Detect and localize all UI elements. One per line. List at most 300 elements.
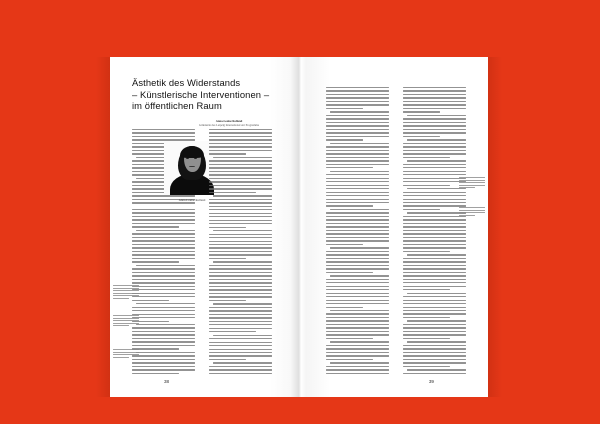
text-line xyxy=(132,369,195,370)
text-line xyxy=(407,293,466,294)
text-line xyxy=(403,296,466,297)
text-line xyxy=(403,195,466,196)
text-line xyxy=(209,237,272,238)
text-line xyxy=(326,233,389,234)
text-line xyxy=(326,90,389,91)
text-line xyxy=(326,160,389,161)
text-line xyxy=(403,251,450,252)
text-line xyxy=(213,230,272,231)
text-line xyxy=(209,328,272,329)
text-line xyxy=(326,296,389,297)
text-line xyxy=(403,282,466,283)
text-line xyxy=(209,251,272,252)
text-line xyxy=(326,300,389,301)
text-line xyxy=(403,352,466,353)
text-line xyxy=(132,317,195,318)
text-line xyxy=(209,282,272,283)
note-line xyxy=(113,318,139,319)
text-line xyxy=(326,129,389,130)
text-line xyxy=(326,136,389,137)
byline-author: Anna-Louise Rolland xyxy=(215,118,243,123)
text-line xyxy=(209,366,272,367)
text-line xyxy=(326,244,363,245)
title-line-1: Ästhetik des Widerstands xyxy=(132,77,241,88)
text-line xyxy=(326,212,389,213)
text-line xyxy=(326,94,389,95)
text-line xyxy=(403,125,466,126)
text-line xyxy=(403,150,466,151)
text-line xyxy=(326,164,389,165)
text-line xyxy=(403,230,466,231)
text-line xyxy=(330,341,389,342)
text-line xyxy=(403,226,466,227)
text-line xyxy=(326,327,389,328)
text-line xyxy=(326,153,389,154)
text-line xyxy=(132,293,195,294)
text-line xyxy=(403,122,466,123)
note-line xyxy=(113,352,139,353)
text-line xyxy=(209,174,272,175)
text-line xyxy=(132,355,195,356)
book-shadow-left xyxy=(96,57,110,397)
text-line xyxy=(213,261,272,262)
text-line xyxy=(209,355,272,356)
text-line xyxy=(407,115,466,116)
text-line xyxy=(326,345,389,346)
text-line xyxy=(403,90,466,91)
text-line xyxy=(326,199,389,200)
text-line xyxy=(209,160,272,161)
text-line xyxy=(407,139,466,140)
text-line xyxy=(326,188,389,189)
text-line xyxy=(209,275,272,276)
note-line xyxy=(459,182,485,183)
text-line xyxy=(209,171,272,172)
text-line xyxy=(403,174,466,175)
text-line xyxy=(132,132,195,133)
text-line xyxy=(132,251,195,252)
note-line xyxy=(113,295,139,296)
text-line xyxy=(209,373,272,374)
text-line xyxy=(326,369,389,370)
byline-role: Gründerin des Leipzig International Art Programme xyxy=(198,122,260,127)
text-line xyxy=(330,310,389,311)
note-line xyxy=(113,349,139,350)
text-line xyxy=(403,244,466,245)
right-page-margin-note-2 xyxy=(459,207,485,217)
text-line xyxy=(403,94,466,95)
text-line xyxy=(209,241,272,242)
text-line xyxy=(209,136,272,137)
text-line xyxy=(132,310,195,311)
text-line xyxy=(209,185,272,186)
text-line xyxy=(403,118,466,119)
text-line xyxy=(326,293,389,294)
text-line xyxy=(136,324,195,325)
text-line xyxy=(326,205,373,206)
text-line xyxy=(330,143,389,144)
text-line xyxy=(403,275,466,276)
text-line xyxy=(132,136,195,137)
text-line xyxy=(209,331,256,332)
text-line xyxy=(330,275,389,276)
text-line xyxy=(403,108,466,109)
text-line xyxy=(132,275,195,276)
article-title-block xyxy=(132,77,284,127)
text-line xyxy=(403,272,466,273)
text-line xyxy=(403,111,440,112)
text-line xyxy=(209,146,272,147)
text-line xyxy=(326,226,389,227)
text-line xyxy=(326,331,389,332)
text-line xyxy=(407,320,466,321)
right-page-column-2 xyxy=(403,87,466,375)
text-line xyxy=(403,338,450,339)
text-line xyxy=(132,314,195,315)
text-line xyxy=(403,202,466,203)
portrait-caption: Anna-Louise Rolland xyxy=(178,198,206,202)
right-page-margin-note-1 xyxy=(459,177,485,190)
text-line xyxy=(209,369,272,370)
text-line xyxy=(326,195,389,196)
book-spread xyxy=(110,57,488,397)
text-line xyxy=(326,303,389,304)
note-line xyxy=(459,177,485,178)
text-line xyxy=(209,220,272,221)
text-line xyxy=(403,146,466,147)
left-page-margin-note-1 xyxy=(113,285,139,300)
text-line xyxy=(326,101,389,102)
text-line xyxy=(403,261,466,262)
text-line xyxy=(132,226,179,227)
text-line xyxy=(209,150,272,151)
text-line xyxy=(403,348,466,349)
text-line xyxy=(132,244,195,245)
text-line xyxy=(209,349,272,350)
text-line xyxy=(209,213,272,214)
text-line xyxy=(132,338,195,339)
text-line xyxy=(209,359,246,360)
text-line xyxy=(326,286,389,287)
text-line xyxy=(330,209,389,210)
text-line xyxy=(209,181,272,182)
text-line xyxy=(403,289,450,290)
text-line xyxy=(132,345,195,346)
text-line xyxy=(209,286,272,287)
note-line xyxy=(459,215,475,216)
text-line xyxy=(330,247,389,248)
text-line xyxy=(326,118,389,119)
text-line xyxy=(132,202,195,203)
text-line xyxy=(326,282,389,283)
text-line xyxy=(132,362,195,363)
text-line xyxy=(209,227,246,228)
text-line xyxy=(326,97,389,98)
text-line xyxy=(326,181,389,182)
text-line xyxy=(403,223,466,224)
text-line xyxy=(209,296,272,297)
note-line xyxy=(459,187,475,188)
note-line xyxy=(113,320,139,321)
text-line xyxy=(326,178,389,179)
text-line xyxy=(209,289,272,290)
text-line xyxy=(403,334,466,335)
text-line xyxy=(403,373,466,374)
text-line xyxy=(403,143,466,144)
text-line xyxy=(132,219,195,220)
note-line xyxy=(113,290,139,291)
text-line xyxy=(132,307,195,308)
text-line xyxy=(209,314,272,315)
text-line xyxy=(326,317,389,318)
text-line xyxy=(326,157,389,158)
text-line xyxy=(132,254,195,255)
right-page xyxy=(299,57,488,397)
text-line xyxy=(209,279,272,280)
text-line xyxy=(326,352,389,353)
text-line xyxy=(209,188,272,189)
text-line xyxy=(326,139,363,140)
text-line xyxy=(209,310,272,311)
text-line xyxy=(326,125,389,126)
text-line xyxy=(407,254,466,255)
text-line xyxy=(326,237,389,238)
text-line xyxy=(209,234,272,235)
text-line xyxy=(209,300,246,301)
text-line xyxy=(403,300,466,301)
text-line xyxy=(326,272,373,273)
left-page xyxy=(110,57,299,397)
text-line xyxy=(213,195,272,196)
text-line xyxy=(403,219,466,220)
note-line xyxy=(113,354,139,355)
note-line xyxy=(113,288,139,289)
text-line xyxy=(403,331,466,332)
text-line xyxy=(326,313,389,314)
text-line xyxy=(326,355,389,356)
text-line xyxy=(326,115,389,116)
text-line xyxy=(326,373,389,374)
text-line xyxy=(209,244,272,245)
text-line xyxy=(132,237,195,238)
text-line xyxy=(209,338,272,339)
text-line xyxy=(330,362,389,363)
text-line xyxy=(330,111,389,112)
text-line xyxy=(326,289,389,290)
text-line xyxy=(403,355,466,356)
note-line xyxy=(113,315,139,316)
text-line xyxy=(136,352,195,353)
text-line xyxy=(326,254,389,255)
text-line xyxy=(326,104,389,105)
text-line xyxy=(209,139,272,140)
title-line-3: im öffentlichen Raum xyxy=(132,100,222,112)
text-line xyxy=(132,373,179,374)
text-line xyxy=(403,97,466,98)
text-line xyxy=(403,345,466,346)
text-line xyxy=(132,209,195,210)
right-page-column-1 xyxy=(326,87,389,375)
text-line xyxy=(209,352,272,353)
note-line xyxy=(459,185,485,186)
text-line xyxy=(132,286,195,287)
text-line xyxy=(209,293,272,294)
text-line xyxy=(326,230,389,231)
text-line xyxy=(326,240,389,241)
text-line xyxy=(209,247,272,248)
text-line xyxy=(326,261,389,262)
text-line xyxy=(326,251,389,252)
text-line xyxy=(209,324,272,325)
text-line xyxy=(403,185,450,186)
text-line xyxy=(209,345,272,346)
text-line xyxy=(326,202,389,203)
text-line xyxy=(209,206,272,207)
text-line xyxy=(213,157,272,158)
text-line xyxy=(209,167,272,168)
text-line xyxy=(326,185,389,186)
text-line xyxy=(403,192,466,193)
text-line xyxy=(132,223,195,224)
text-line xyxy=(403,327,466,328)
note-line xyxy=(113,325,129,326)
text-line xyxy=(326,279,389,280)
text-line xyxy=(132,366,195,367)
folio-right: 39 xyxy=(428,379,434,384)
text-line xyxy=(132,359,195,360)
text-line xyxy=(209,132,272,133)
text-line xyxy=(403,286,466,287)
text-line xyxy=(132,289,195,290)
text-line xyxy=(209,272,272,273)
text-line xyxy=(326,307,363,308)
text-line xyxy=(209,209,272,210)
text-line xyxy=(209,192,256,193)
text-line xyxy=(132,327,195,328)
text-line xyxy=(132,279,195,280)
text-line xyxy=(403,157,450,158)
text-line xyxy=(403,104,466,105)
text-line xyxy=(209,178,272,179)
text-line xyxy=(132,129,195,130)
text-line xyxy=(213,335,272,336)
text-line xyxy=(132,233,195,234)
text-line xyxy=(403,164,466,165)
text-line xyxy=(132,341,195,342)
text-line xyxy=(132,261,179,262)
text-line xyxy=(209,129,272,130)
text-line xyxy=(403,178,466,179)
text-line xyxy=(209,321,272,322)
article-byline xyxy=(132,119,284,127)
text-line xyxy=(403,132,466,133)
text-line xyxy=(326,108,363,109)
text-line xyxy=(403,258,466,259)
text-line xyxy=(209,342,272,343)
text-line xyxy=(326,265,389,266)
text-line xyxy=(326,338,373,339)
text-line xyxy=(403,303,466,304)
text-line xyxy=(209,265,272,266)
text-line xyxy=(326,174,389,175)
text-line xyxy=(209,317,272,318)
text-line xyxy=(403,310,466,311)
text-line xyxy=(209,199,272,200)
text-line xyxy=(403,209,440,210)
text-line xyxy=(209,164,272,165)
folio-left: 38 xyxy=(164,379,170,384)
text-line xyxy=(209,268,272,269)
text-line xyxy=(326,132,389,133)
text-line xyxy=(407,188,466,189)
text-line xyxy=(209,153,246,154)
note-line xyxy=(459,207,485,208)
text-line xyxy=(326,268,389,269)
text-line xyxy=(403,171,466,172)
text-line xyxy=(209,223,272,224)
text-line xyxy=(403,324,466,325)
text-line xyxy=(209,143,272,144)
text-line xyxy=(330,171,389,172)
title-line-2: – Künstlerische Interventionen – xyxy=(132,88,270,100)
text-line xyxy=(403,87,466,88)
text-line xyxy=(136,265,195,266)
text-line xyxy=(403,233,466,234)
text-line xyxy=(403,240,466,241)
text-line xyxy=(403,268,466,269)
note-line xyxy=(459,180,485,181)
book-shadow-right xyxy=(488,57,502,397)
text-line xyxy=(326,359,373,360)
text-line xyxy=(326,348,389,349)
text-line xyxy=(403,366,450,367)
text-line xyxy=(326,334,389,335)
text-line xyxy=(403,237,466,238)
text-line xyxy=(403,167,466,168)
text-line xyxy=(326,258,389,259)
text-line xyxy=(213,362,272,363)
left-page-margin-note-2 xyxy=(113,315,139,328)
text-line xyxy=(132,240,195,241)
note-line xyxy=(113,293,139,294)
text-line xyxy=(403,359,466,360)
text-line xyxy=(326,324,389,325)
note-line xyxy=(113,298,129,299)
text-line xyxy=(407,212,466,213)
note-line xyxy=(113,357,129,358)
text-line xyxy=(403,317,450,318)
text-line xyxy=(403,216,466,217)
left-page-column-1-cont xyxy=(132,209,195,375)
note-line xyxy=(459,210,485,211)
text-line xyxy=(326,192,389,193)
text-line xyxy=(132,272,195,273)
text-line xyxy=(403,199,466,200)
text-line xyxy=(213,303,272,304)
text-line xyxy=(326,167,373,168)
note-line xyxy=(113,285,139,286)
text-line xyxy=(209,216,272,217)
text-line xyxy=(403,136,440,137)
text-line xyxy=(403,205,466,206)
text-line xyxy=(326,320,389,321)
text-line xyxy=(407,160,466,161)
text-line xyxy=(326,87,389,88)
text-line xyxy=(132,212,195,213)
text-line xyxy=(326,122,389,123)
note-line xyxy=(113,323,139,324)
text-line xyxy=(209,202,272,203)
